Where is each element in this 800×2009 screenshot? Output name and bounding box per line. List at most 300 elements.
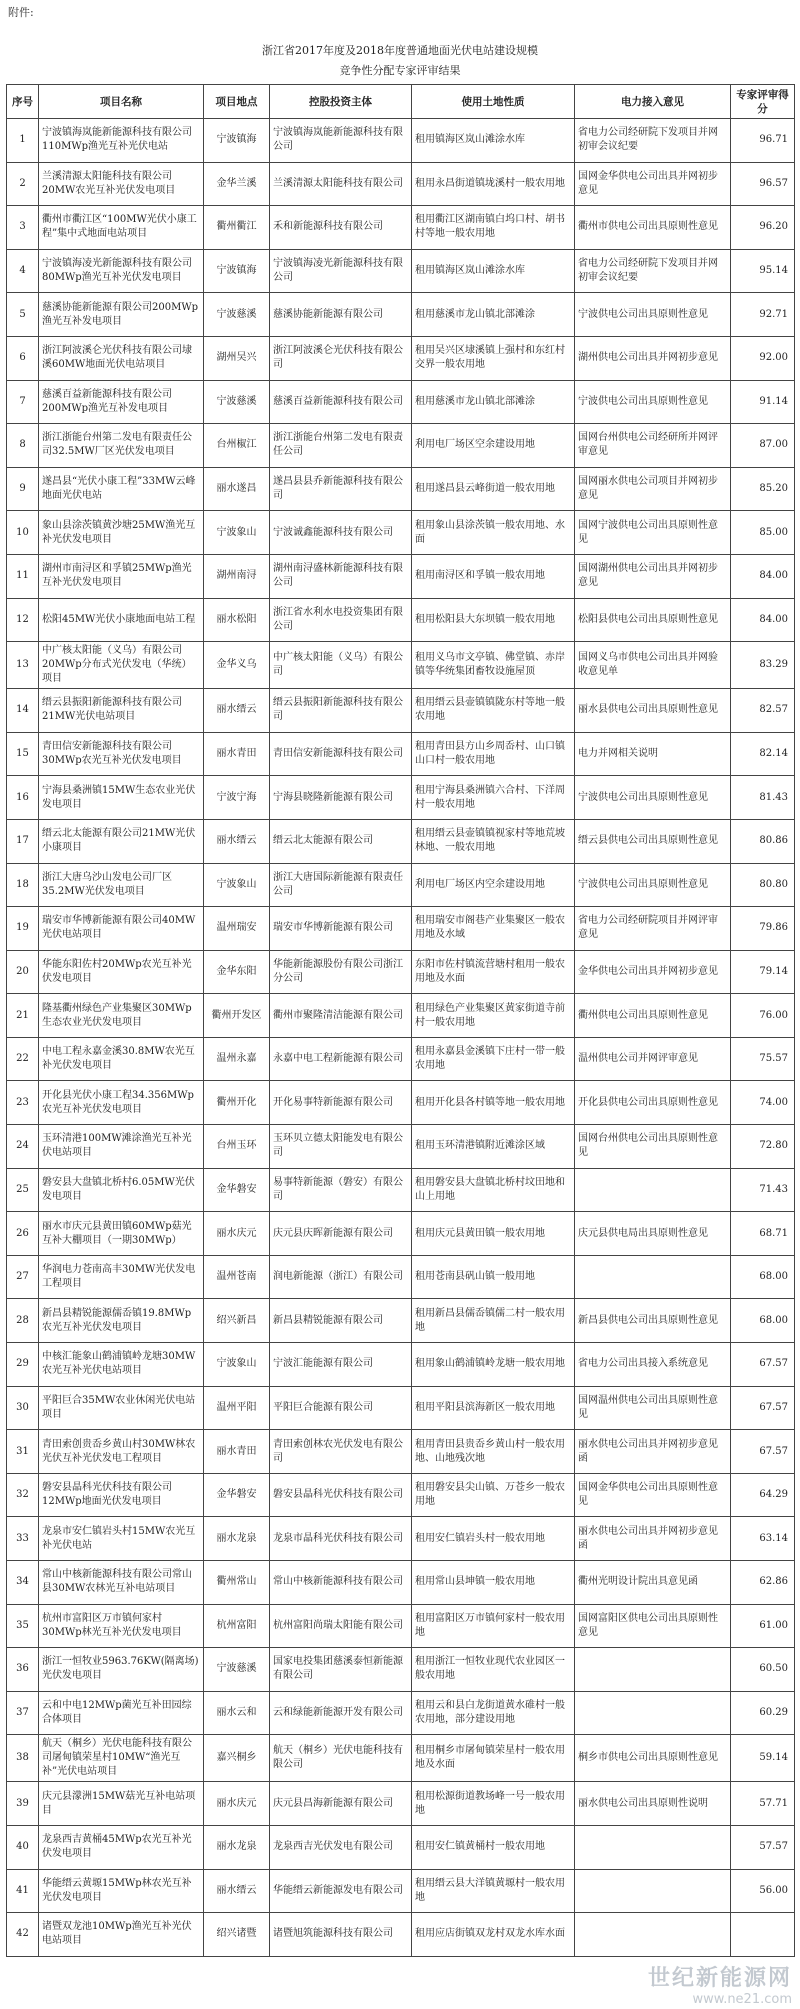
cell-investor: 润电新能源（浙江）有限公司 xyxy=(270,1255,412,1299)
cell-grid-opinion: 国网温州供电公司出具原则性意见 xyxy=(575,1386,731,1430)
cell-grid-opinion: 宁波供电公司出具原则性意见 xyxy=(575,380,731,424)
header-project-name: 项目名称 xyxy=(39,85,204,119)
cell-location: 丽水庆元 xyxy=(204,1782,270,1826)
cell-investor: 龙泉市晶科光伏科技有限公司 xyxy=(270,1517,412,1561)
table-row xyxy=(7,511,795,555)
cell-location: 丽水缙云 xyxy=(204,819,270,863)
cell-no: 15 xyxy=(7,732,39,776)
cell-land-use: 租用镇海区岚山滩涂水库 xyxy=(412,119,575,163)
cell-investor: 宁波镇海凌光新能源科技有限公司 xyxy=(270,249,412,293)
cell-investor: 浙江浙能台州第二发电有限责任公司 xyxy=(270,424,412,468)
cell-investor: 宁波汇能能源有限公司 xyxy=(270,1343,412,1387)
cell-location: 金华义乌 xyxy=(204,642,270,689)
header-investor: 控股投资主体 xyxy=(270,85,412,119)
cell-location: 杭州富阳 xyxy=(204,1604,270,1648)
cell-score: 95.14 xyxy=(731,249,795,293)
cell-location: 台州椒江 xyxy=(204,424,270,468)
cell-investor: 湖州南浔盛林新能源科技有限公司 xyxy=(270,554,412,598)
table-row xyxy=(7,1081,795,1125)
cell-grid-opinion: 电力并网相关说明 xyxy=(575,732,731,776)
cell-score: 76.00 xyxy=(731,994,795,1038)
cell-no: 32 xyxy=(7,1473,39,1517)
cell-land-use: 租用缙云县大洋镇黄塬村一般农用地 xyxy=(412,1869,575,1913)
table-row xyxy=(7,1343,795,1387)
header-land-use: 使用土地性质 xyxy=(412,85,575,119)
table-body xyxy=(7,119,795,1957)
table-row xyxy=(7,1037,795,1081)
cell-score: 63.14 xyxy=(731,1517,795,1561)
cell-investor: 兰溪清源太阳能科技有限公司 xyxy=(270,162,412,206)
cell-project-name: 龙泉西吉黄桶45MWp农光互补光伏发电项目 xyxy=(39,1825,204,1869)
cell-investor: 诸暨旭筑能源科技有限公司 xyxy=(270,1913,412,1957)
cell-grid-opinion: 金华供电公司出具并网初步意见 xyxy=(575,950,731,994)
cell-score: 68.71 xyxy=(731,1212,795,1256)
cell-investor: 航天（桐乡）光伏电能科技有限公司 xyxy=(270,1735,412,1782)
cell-no: 37 xyxy=(7,1691,39,1735)
cell-location: 宁波宁海 xyxy=(204,776,270,820)
cell-land-use: 租用玉环清港镇附近滩涂区域 xyxy=(412,1125,575,1169)
cell-location: 衢州常山 xyxy=(204,1561,270,1605)
cell-score: 72.80 xyxy=(731,1125,795,1169)
cell-land-use: 租用平阳县滨海新区一般农用地 xyxy=(412,1386,575,1430)
cell-investor: 华能新能源股份有限公司浙江分公司 xyxy=(270,950,412,994)
cell-project-name: 兰溪清源太阳能科技有限公司20MW农光互补光伏发电项目 xyxy=(39,162,204,206)
cell-no: 40 xyxy=(7,1825,39,1869)
cell-grid-opinion: 衢州供电公司出具原则性意见 xyxy=(575,994,731,1038)
cell-location: 宁波慈溪 xyxy=(204,1648,270,1692)
cell-grid-opinion: 国网金华供电公司出具并网初步意见 xyxy=(575,162,731,206)
cell-project-name: 玉环清港100MW滩涂渔光互补光伏电站项目 xyxy=(39,1125,204,1169)
cell-score: 80.80 xyxy=(731,863,795,907)
cell-grid-opinion: 宁波供电公司出具原则性意见 xyxy=(575,776,731,820)
cell-grid-opinion: 开化县供电公司出具原则性意见 xyxy=(575,1081,731,1125)
cell-project-name: 云和中电12MWp菌光互补田园综合体项目 xyxy=(39,1691,204,1735)
cell-project-name: 青田索创贵岙乡黄山村30MW林农光伏互补光伏发电工程项目 xyxy=(39,1430,204,1474)
cell-project-name: 中广核太阳能（义乌）有限公司20MWp分布式光伏发电（华统）项目 xyxy=(39,642,204,689)
cell-land-use: 租用缙云县壶镇镇视家村等地荒坡林地、一般农用地 xyxy=(412,819,575,863)
cell-score: 96.20 xyxy=(731,206,795,250)
cell-location: 温州永嘉 xyxy=(204,1037,270,1081)
table-row xyxy=(7,1869,795,1913)
cell-land-use: 租用磐安县尖山镇、万苍乡一般农用地 xyxy=(412,1473,575,1517)
cell-investor: 易事特新能源（磐安）有限公司 xyxy=(270,1168,412,1212)
table-row xyxy=(7,1212,795,1256)
cell-grid-opinion: 宁波供电公司出具原则性意见 xyxy=(575,293,731,337)
table-row xyxy=(7,907,795,951)
table-row xyxy=(7,642,795,689)
table-row xyxy=(7,819,795,863)
cell-project-name: 华能缙云黄塬15MWp林农光互补光伏发电项目 xyxy=(39,1869,204,1913)
cell-no: 39 xyxy=(7,1782,39,1826)
cell-investor: 玉环贝立德太阳能发电有限公司 xyxy=(270,1125,412,1169)
cell-no: 38 xyxy=(7,1735,39,1782)
cell-grid-opinion: 国网富阳区供电公司出具原则性意见 xyxy=(575,1604,731,1648)
cell-no: 16 xyxy=(7,776,39,820)
cell-location: 宁波镇海 xyxy=(204,249,270,293)
cell-investor: 永嘉中电工程新能源有限公司 xyxy=(270,1037,412,1081)
cell-grid-opinion: 省电力公司出具接入系统意见 xyxy=(575,1343,731,1387)
cell-score: 84.00 xyxy=(731,598,795,642)
cell-score: 96.57 xyxy=(731,162,795,206)
cell-project-name: 湖州市南浔区和孚镇25MWp渔光互补光伏发电项目 xyxy=(39,554,204,598)
cell-score: 57.71 xyxy=(731,1782,795,1826)
cell-location: 丽水遂昌 xyxy=(204,467,270,511)
table-row xyxy=(7,424,795,468)
cell-land-use: 利用电厂场区空余建设用地 xyxy=(412,424,575,468)
cell-project-name: 浙江阿波溪仑光伏科技有限公司埭溪60MW地面光伏电站项目 xyxy=(39,336,204,380)
cell-score: 56.00 xyxy=(731,1869,795,1913)
cell-grid-opinion: 新昌县供电公司出具原则性意见 xyxy=(575,1299,731,1343)
watermark-url: www.ne21.com xyxy=(692,1992,792,2007)
header-no: 序号 xyxy=(7,85,39,119)
cell-land-use: 租用永昌街道镇垅溪村一般农用地 xyxy=(412,162,575,206)
cell-score: 75.57 xyxy=(731,1037,795,1081)
cell-land-use: 租用永嘉县金溪镇下庄村一带一般农用地 xyxy=(412,1037,575,1081)
cell-land-use: 租用义乌市文亭镇、佛堂镇、赤岸镇等华统集团畜牧设施屋顶 xyxy=(412,642,575,689)
cell-investor: 开化易事特新能源有限公司 xyxy=(270,1081,412,1125)
cell-investor: 浙江省水利水电投资集团有限公司 xyxy=(270,598,412,642)
cell-investor: 宁波镇海岚能新能源科技有限公司 xyxy=(270,119,412,163)
cell-no: 35 xyxy=(7,1604,39,1648)
cell-no: 4 xyxy=(7,249,39,293)
cell-investor: 浙江大唐国际新能源有限责任公司 xyxy=(270,863,412,907)
cell-grid-opinion xyxy=(575,1648,731,1692)
cell-project-name: 丽水市庆元县黄田镇60MWp菇光互补大棚项目（一期30MWp） xyxy=(39,1212,204,1256)
cell-project-name: 航天（桐乡）光伏电能科技有限公司屠甸镇荣星村10MW“渔光互补”光伏电站项目 xyxy=(39,1735,204,1782)
cell-location: 温州平阳 xyxy=(204,1386,270,1430)
cell-grid-opinion xyxy=(575,1913,731,1957)
cell-score: 96.71 xyxy=(731,119,795,163)
cell-grid-opinion: 国网丽水供电公司项目并网初步意见 xyxy=(575,467,731,511)
table-row xyxy=(7,776,795,820)
table-header-row xyxy=(7,85,795,119)
cell-project-name: 浙江浙能台州第二发电有限责任公司32.5MW厂区光伏发电项目 xyxy=(39,424,204,468)
cell-investor: 衢州市聚隆清洁能源有限公司 xyxy=(270,994,412,1038)
cell-no: 22 xyxy=(7,1037,39,1081)
cell-land-use: 租用象山县涂茨镇一般农用地、水面 xyxy=(412,511,575,555)
cell-score: 91.14 xyxy=(731,380,795,424)
cell-investor: 宁波诚鑫能源科技有限公司 xyxy=(270,511,412,555)
cell-grid-opinion: 衢州市供电公司出具原则性意见 xyxy=(575,206,731,250)
cell-score: 82.57 xyxy=(731,689,795,733)
cell-project-name: 华能东阳佐村20MWp农光互补光伏发电项目 xyxy=(39,950,204,994)
cell-no: 18 xyxy=(7,863,39,907)
cell-investor: 青田信安新能源科技有限公司 xyxy=(270,732,412,776)
cell-no: 23 xyxy=(7,1081,39,1125)
cell-project-name: 青田信安新能源科技有限公司30MWp农光互补光伏发电项目 xyxy=(39,732,204,776)
cell-land-use: 租用庆元县黄田镇一般农用地 xyxy=(412,1212,575,1256)
table-row xyxy=(7,467,795,511)
cell-land-use: 租用松源街道教场峰一号一般农用地 xyxy=(412,1782,575,1826)
header-grid-opinion: 电力接入意见 xyxy=(575,85,731,119)
cell-land-use: 租用松阳县大东坝镇一般农用地 xyxy=(412,598,575,642)
cell-grid-opinion: 温州供电公司并网评审意见 xyxy=(575,1037,731,1081)
cell-no: 7 xyxy=(7,380,39,424)
cell-land-use: 租用安仁镇黄桶村一般农用地 xyxy=(412,1825,575,1869)
cell-no: 19 xyxy=(7,907,39,951)
cell-grid-opinion: 湖州供电公司出具并网初步意见 xyxy=(575,336,731,380)
cell-investor: 新昌县精锐能源有限公司 xyxy=(270,1299,412,1343)
cell-land-use: 东阳市佐村镇流营塘村租用一般农用地及水面 xyxy=(412,950,575,994)
table-row xyxy=(7,119,795,163)
cell-project-name: 衢州市衢江区“100MW光伏小康工程”集中式地面电站项目 xyxy=(39,206,204,250)
cell-location: 嘉兴桐乡 xyxy=(204,1735,270,1782)
cell-score: 68.00 xyxy=(731,1299,795,1343)
table-row xyxy=(7,1430,795,1474)
cell-no: 10 xyxy=(7,511,39,555)
cell-grid-opinion: 省电力公司经研院下发项目并网初审会议纪要 xyxy=(575,119,731,163)
cell-location: 金华磐安 xyxy=(204,1168,270,1212)
cell-no: 5 xyxy=(7,293,39,337)
cell-location: 湖州吴兴 xyxy=(204,336,270,380)
cell-land-use: 租用应店街镇双龙村双龙水库水面 xyxy=(412,1913,575,1957)
cell-score: 79.86 xyxy=(731,907,795,951)
cell-grid-opinion: 国网宁波供电公司出具原则性意见 xyxy=(575,511,731,555)
cell-grid-opinion xyxy=(575,1825,731,1869)
cell-location: 绍兴新昌 xyxy=(204,1299,270,1343)
cell-no: 36 xyxy=(7,1648,39,1692)
cell-score: 64.29 xyxy=(731,1473,795,1517)
cell-project-name: 杭州市富阳区万市镇何家村30MWp林光互补光伏发电项目 xyxy=(39,1604,204,1648)
header-location: 项目地点 xyxy=(204,85,270,119)
table-row xyxy=(7,1648,795,1692)
table-row xyxy=(7,249,795,293)
document-subtitle: 竞争性分配专家评审结果 xyxy=(339,64,461,77)
cell-grid-opinion: 省电力公司经研院项目并网评审意见 xyxy=(575,907,731,951)
cell-no: 34 xyxy=(7,1561,39,1605)
table-row xyxy=(7,1561,795,1605)
cell-grid-opinion xyxy=(575,1255,731,1299)
table-row xyxy=(7,1386,795,1430)
cell-project-name: 象山县涂茨镇黄沙塘25MW渔光互补光伏发电项目 xyxy=(39,511,204,555)
cell-no: 31 xyxy=(7,1430,39,1474)
watermark-logo xyxy=(648,1961,792,2007)
table-row xyxy=(7,1735,795,1782)
cell-project-name: 庆元县濛洲15MW菇光互补电站项目 xyxy=(39,1782,204,1826)
cell-score: 59.14 xyxy=(731,1735,795,1782)
cell-investor: 杭州富阳尚瑞太阳能有限公司 xyxy=(270,1604,412,1648)
cell-no: 28 xyxy=(7,1299,39,1343)
cell-investor: 中广核太阳能（义乌）有限公司 xyxy=(270,642,412,689)
cell-land-use: 租用象山鹤浦镇岭龙塘一般农用地 xyxy=(412,1343,575,1387)
cell-no: 26 xyxy=(7,1212,39,1256)
cell-grid-opinion: 丽水县供电公司出具原则性意见 xyxy=(575,689,731,733)
cell-no: 25 xyxy=(7,1168,39,1212)
cell-location: 金华兰溪 xyxy=(204,162,270,206)
table-row xyxy=(7,1825,795,1869)
cell-score: 85.00 xyxy=(731,511,795,555)
cell-project-name: 平阳巨合35MW农业休闲光伏电站项目 xyxy=(39,1386,204,1430)
cell-grid-opinion: 丽水供电公司出具并网初步意见函 xyxy=(575,1430,731,1474)
cell-investor: 缙云北太能源有限公司 xyxy=(270,819,412,863)
cell-project-name: 缙云北太能源有限公司21MW光伏小康项目 xyxy=(39,819,204,863)
cell-project-name: 诸暨双龙池10MWp渔光互补光伏电站项目 xyxy=(39,1913,204,1957)
cell-investor: 常山中核新能源科技有限公司 xyxy=(270,1561,412,1605)
cell-land-use: 租用开化县各村镇等地一般农用地 xyxy=(412,1081,575,1125)
cell-land-use: 租用缙云县壶镇镇陇东村等地一般农用地 xyxy=(412,689,575,733)
cell-project-name: 宁海县桑洲镇15MW生态农业光伏发电项目 xyxy=(39,776,204,820)
cell-investor: 青田索创林农光伏发电有限公司 xyxy=(270,1430,412,1474)
table-row xyxy=(7,950,795,994)
cell-project-name: 遂昌县“光伏小康工程”33MW云峰地面光伏电站 xyxy=(39,467,204,511)
cell-no: 13 xyxy=(7,642,39,689)
cell-land-use: 租用富阳区万市镇何家村一般农用地 xyxy=(412,1604,575,1648)
cell-project-name: 新昌县精锐能源儒岙镇19.8MWp农光互补光伏发电项目 xyxy=(39,1299,204,1343)
table-row xyxy=(7,1604,795,1648)
cell-grid-opinion: 国网义乌市供电公司出具并网验收意见单 xyxy=(575,642,731,689)
cell-no: 1 xyxy=(7,119,39,163)
cell-land-use: 利用电厂场区内空余建设用地 xyxy=(412,863,575,907)
cell-land-use: 租用宁海县桑洲镇六合村、下洋周村一般农用地 xyxy=(412,776,575,820)
cell-score: 82.14 xyxy=(731,732,795,776)
cell-land-use: 租用衢江区湖南镇白坞口村、胡书村等地一般农用地 xyxy=(412,206,575,250)
table-row xyxy=(7,206,795,250)
cell-land-use: 租用磐安县大盘镇北桥村坟田地和山上用地 xyxy=(412,1168,575,1212)
cell-investor: 浙江阿波溪仑光伏科技有限公司 xyxy=(270,336,412,380)
document-title: 浙江省2017年度及2018年度普通地面光伏电站建设规模 xyxy=(262,44,538,57)
cell-investor: 庆元县庆晖新能源有限公司 xyxy=(270,1212,412,1256)
cell-score: 67.57 xyxy=(731,1386,795,1430)
cell-score: 92.71 xyxy=(731,293,795,337)
cell-location: 湖州南浔 xyxy=(204,554,270,598)
cell-investor: 缙云县振阳新能源科技有限公司 xyxy=(270,689,412,733)
cell-land-use: 租用浙江一恒牧业现代农业园区一般农用地 xyxy=(412,1648,575,1692)
cell-grid-opinion: 国网台州供电公司出具原则性意见 xyxy=(575,1125,731,1169)
table-row xyxy=(7,732,795,776)
cell-investor: 平阳巨合能源有限公司 xyxy=(270,1386,412,1430)
cell-land-use: 租用遂昌县云峰街道一般农用地 xyxy=(412,467,575,511)
cell-grid-opinion: 丽水供电公司出具并网初步意见函 xyxy=(575,1517,731,1561)
cell-investor: 宁海县晓隆新能源有限公司 xyxy=(270,776,412,820)
cell-location: 丽水缙云 xyxy=(204,689,270,733)
table-row xyxy=(7,598,795,642)
table-row xyxy=(7,863,795,907)
cell-no: 2 xyxy=(7,162,39,206)
cell-project-name: 浙江大唐乌沙山发电公司厂区35.2MW光伏发电项目 xyxy=(39,863,204,907)
table-row xyxy=(7,994,795,1038)
cell-location: 丽水青田 xyxy=(204,1430,270,1474)
cell-location: 宁波象山 xyxy=(204,863,270,907)
cell-investor: 云和绿能新能源开发有限公司 xyxy=(270,1691,412,1735)
table-row xyxy=(7,1255,795,1299)
cell-investor: 华能缙云新能源发电有限公司 xyxy=(270,1869,412,1913)
cell-location: 金华磐安 xyxy=(204,1473,270,1517)
watermark-text: 世纪新能源网 xyxy=(647,1966,792,1991)
cell-location: 衢州开发区 xyxy=(204,994,270,1038)
cell-project-name: 瑞安市华博新能源有限公司40MW光伏电站项目 xyxy=(39,907,204,951)
cell-land-use: 租用青田县贵岙乡黄山村一般农用地、山地残次地 xyxy=(412,1430,575,1474)
table-row xyxy=(7,1517,795,1561)
cell-location: 丽水庆元 xyxy=(204,1212,270,1256)
cell-land-use: 租用慈溪市龙山镇北部滩涂 xyxy=(412,293,575,337)
cell-land-use: 租用桐乡市屠甸镇荣星村一般农用地及水面 xyxy=(412,1735,575,1782)
cell-grid-opinion xyxy=(575,1168,731,1212)
cell-location: 衢州衢江 xyxy=(204,206,270,250)
cell-no: 27 xyxy=(7,1255,39,1299)
table-row xyxy=(7,1299,795,1343)
cell-investor: 龙泉西吉光伏发电有限公司 xyxy=(270,1825,412,1869)
cell-score: 61.00 xyxy=(731,1604,795,1648)
cell-score: 80.86 xyxy=(731,819,795,863)
table-row xyxy=(7,689,795,733)
cell-score: 60.29 xyxy=(731,1691,795,1735)
cell-no: 14 xyxy=(7,689,39,733)
cell-score xyxy=(731,1913,795,1957)
cell-grid-opinion: 国网台州供电公司经研所并网评审意见 xyxy=(575,424,731,468)
cell-score: 87.00 xyxy=(731,424,795,468)
cell-no: 9 xyxy=(7,467,39,511)
cell-grid-opinion xyxy=(575,1691,731,1735)
table-row xyxy=(7,1168,795,1212)
cell-project-name: 中核汇能象山鹤浦镇岭龙塘30MW农光互补光伏电站项目 xyxy=(39,1343,204,1387)
cell-no: 3 xyxy=(7,206,39,250)
cell-no: 20 xyxy=(7,950,39,994)
cell-score: 85.20 xyxy=(731,467,795,511)
cell-score: 60.50 xyxy=(731,1648,795,1692)
cell-score: 71.43 xyxy=(731,1168,795,1212)
table-row xyxy=(7,162,795,206)
cell-location: 丽水缙云 xyxy=(204,1869,270,1913)
cell-grid-opinion: 桐乡市供电公司出具原则性意见 xyxy=(575,1735,731,1782)
table-row xyxy=(7,1473,795,1517)
cell-location: 宁波慈溪 xyxy=(204,380,270,424)
cell-project-name: 常山中核新能源科技有限公司常山县30MW农林光互补电站项目 xyxy=(39,1561,204,1605)
cell-grid-opinion: 衢州光明设计院出具意见函 xyxy=(575,1561,731,1605)
cell-location: 丽水龙泉 xyxy=(204,1825,270,1869)
cell-project-name: 浙江一恒牧业5963.76KW(隔离场)光伏发电项目 xyxy=(39,1648,204,1692)
cell-land-use: 租用青田县方山乡周岙村、山口镇山口村一般农用地 xyxy=(412,732,575,776)
cell-project-name: 磐安县晶科光伏科技有限公司12MWp地面光伏发电项目 xyxy=(39,1473,204,1517)
cell-no: 21 xyxy=(7,994,39,1038)
cell-investor: 禾和新能源科技有限公司 xyxy=(270,206,412,250)
cell-land-use: 租用安仁镇岩头村一般农用地 xyxy=(412,1517,575,1561)
cell-investor: 慈溪协能新能源有限公司 xyxy=(270,293,412,337)
cell-land-use: 租用苍南县矾山镇一般用地 xyxy=(412,1255,575,1299)
cell-no: 8 xyxy=(7,424,39,468)
cell-land-use: 租用新昌县儒岙镇儒二村一般农用地 xyxy=(412,1299,575,1343)
cell-no: 24 xyxy=(7,1125,39,1169)
cell-score: 67.57 xyxy=(731,1343,795,1387)
header-score: 专家评审得分 xyxy=(731,85,795,119)
cell-location: 丽水龙泉 xyxy=(204,1517,270,1561)
cell-investor: 磐安县晶科光伏科技有限公司 xyxy=(270,1473,412,1517)
table-row xyxy=(7,380,795,424)
cell-location: 宁波慈溪 xyxy=(204,293,270,337)
cell-score: 92.00 xyxy=(731,336,795,380)
table-row xyxy=(7,1782,795,1826)
cell-location: 温州苍南 xyxy=(204,1255,270,1299)
cell-score: 79.14 xyxy=(731,950,795,994)
cell-project-name: 松阳45MW光伏小康地面电站工程 xyxy=(39,598,204,642)
cell-score: 62.86 xyxy=(731,1561,795,1605)
cell-land-use: 租用瑞安市阁巷产业集聚区一般农用地及水域 xyxy=(412,907,575,951)
cell-investor: 慈溪百益新能源科技有限公司 xyxy=(270,380,412,424)
cell-land-use: 租用南浔区和孚镇一般农用地 xyxy=(412,554,575,598)
cell-score: 81.43 xyxy=(731,776,795,820)
cell-investor: 瑞安市华博新能源有限公司 xyxy=(270,907,412,951)
cell-grid-opinion: 缙云县供电公司出具原则性意见 xyxy=(575,819,731,863)
cell-project-name: 隆基衢州绿色产业集聚区30MWp生态农业光伏发电项目 xyxy=(39,994,204,1038)
cell-score: 84.00 xyxy=(731,554,795,598)
cell-score: 57.57 xyxy=(731,1825,795,1869)
cell-grid-opinion: 松阳县供电公司出具原则性意见 xyxy=(575,598,731,642)
table-row xyxy=(7,1691,795,1735)
cell-land-use: 租用镇海区岚山滩涂水库 xyxy=(412,249,575,293)
cell-location: 丽水松阳 xyxy=(204,598,270,642)
cell-land-use: 租用常山县坤镇一般农用地 xyxy=(412,1561,575,1605)
table-row xyxy=(7,1913,795,1957)
cell-no: 6 xyxy=(7,336,39,380)
